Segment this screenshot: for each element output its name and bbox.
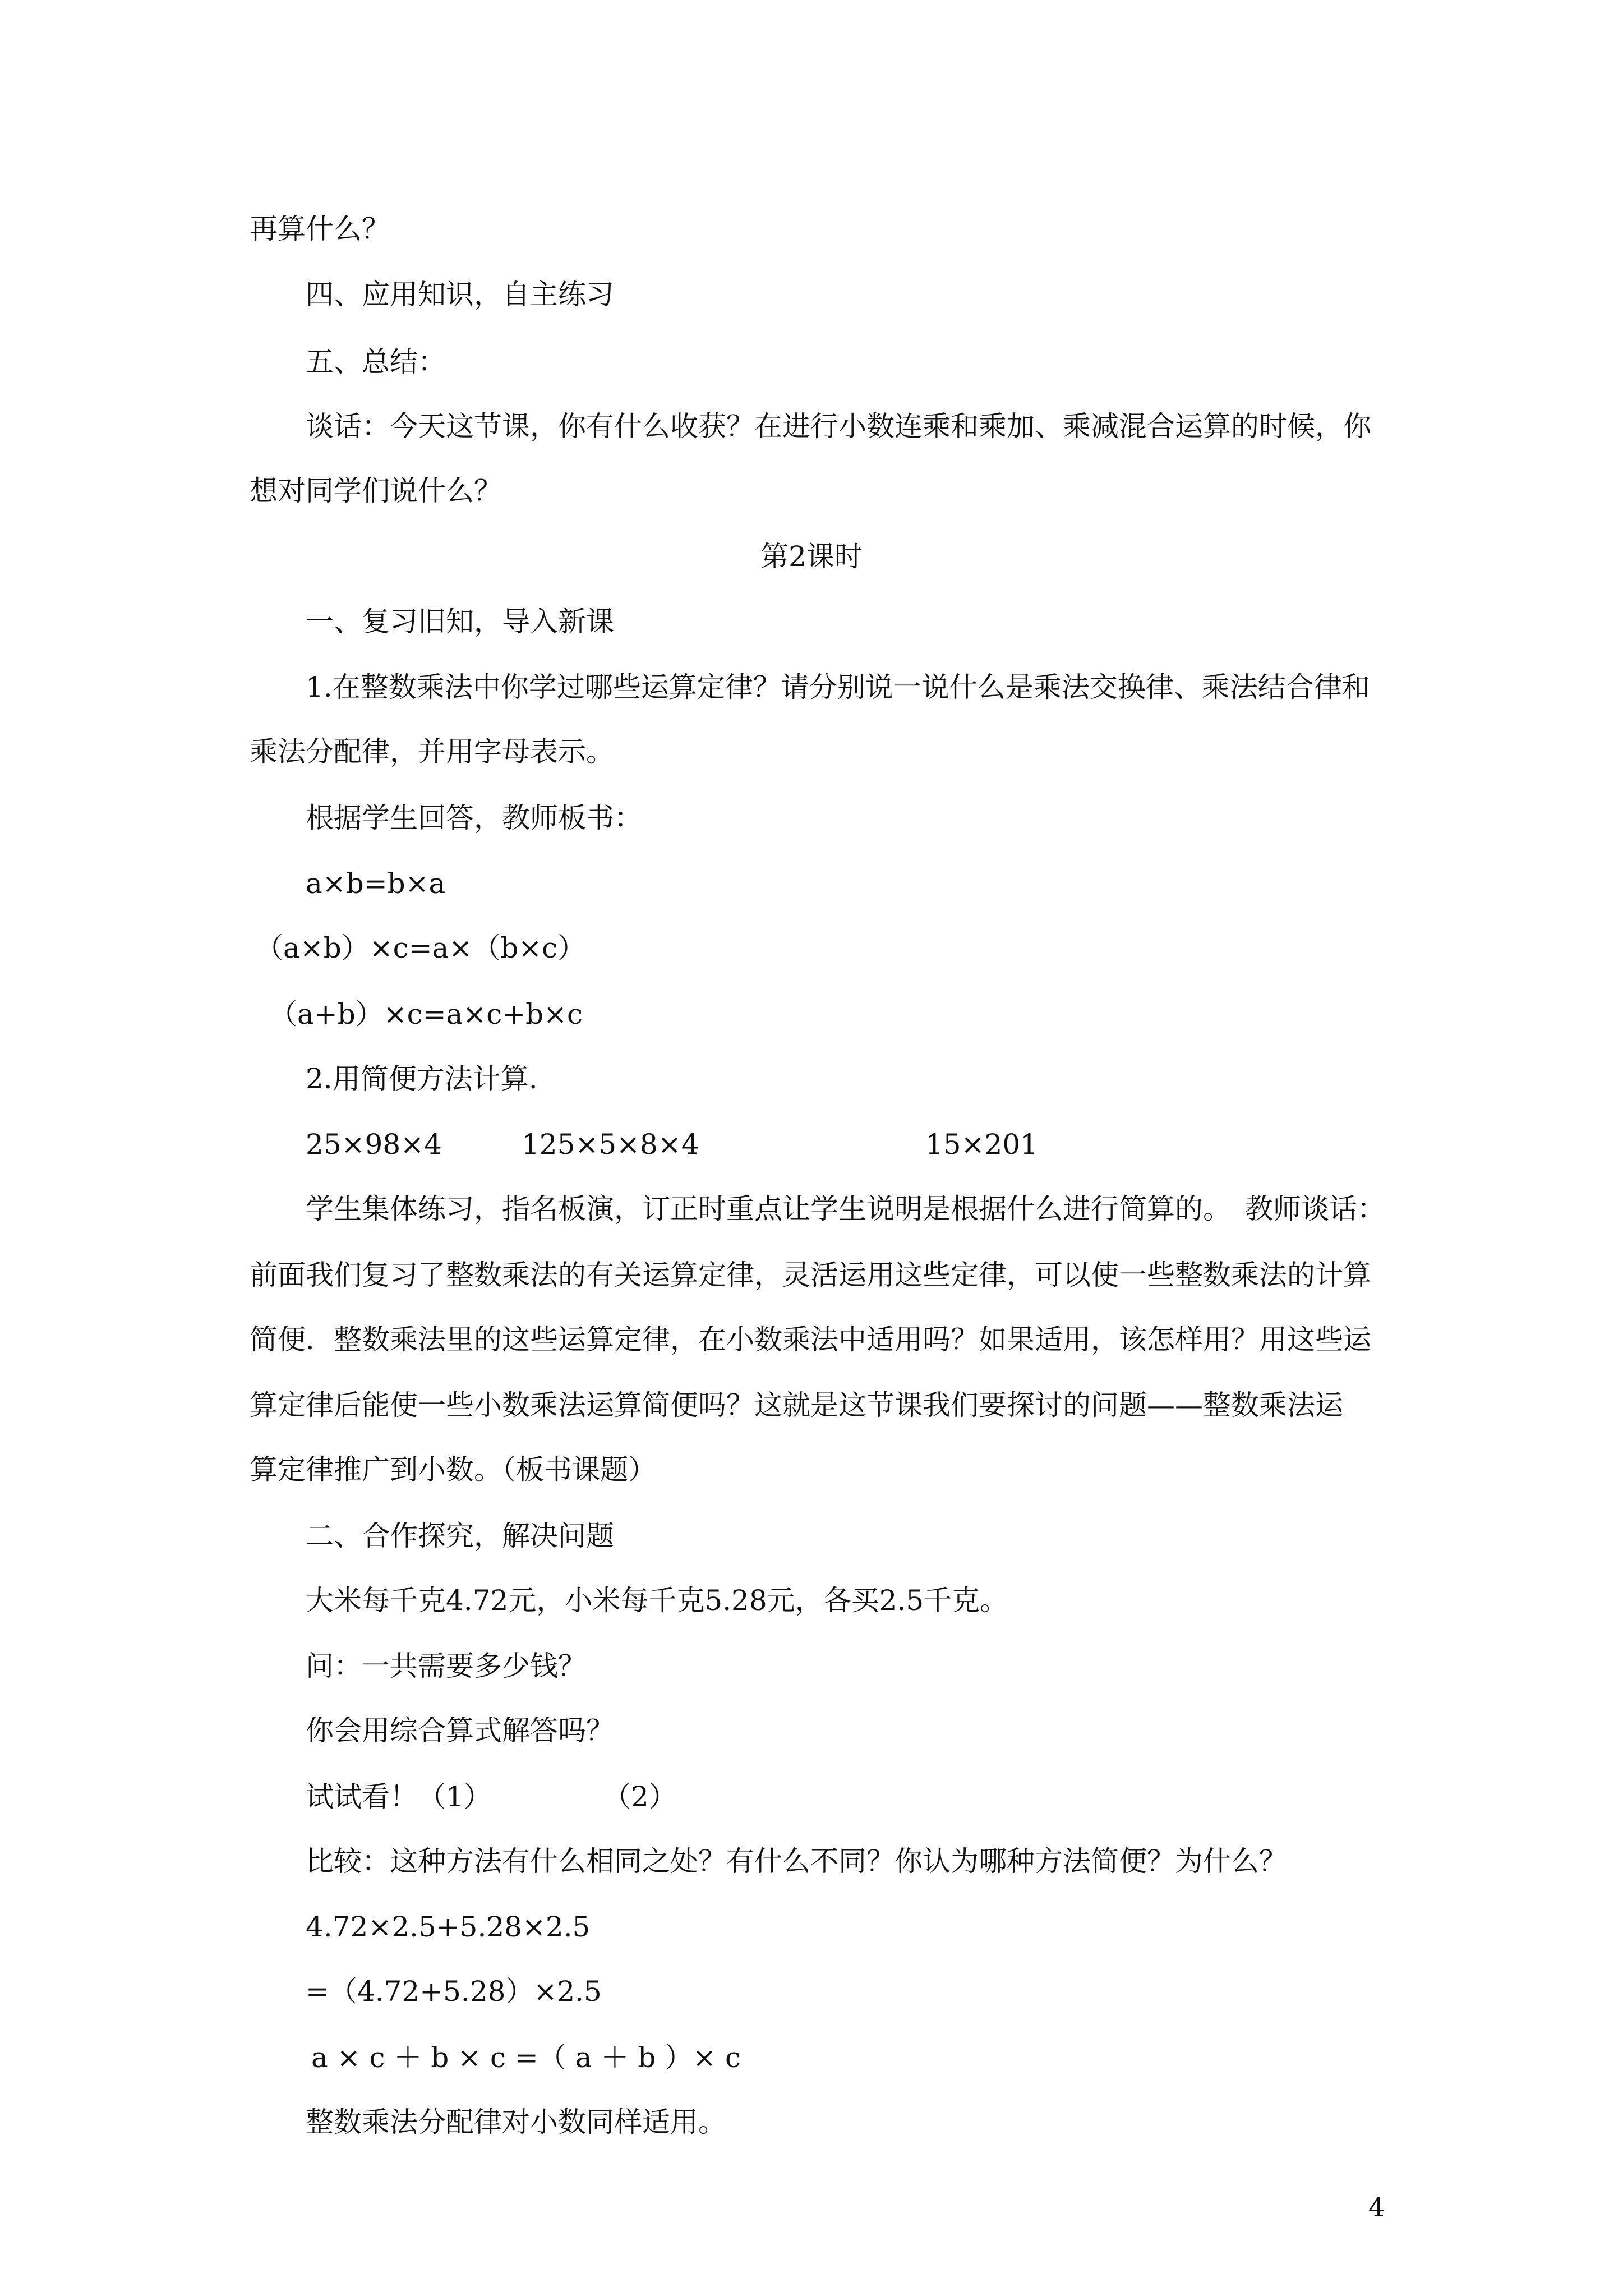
formula-line: =（4.72+5.28）×2.5	[306, 1975, 602, 2008]
text-line: 整数乘法分配律对小数同样适用。	[306, 2106, 726, 2138]
section-heading: 四、应用知识，自主练习	[306, 278, 614, 311]
exercise-item: 25×98×4	[306, 1128, 442, 1161]
text-line: 算定律后能使一些小数乘法运算简便吗？这就是这节课我们要探讨的问题——整数乘法运	[250, 1389, 1343, 1421]
text-line: 算定律推广到小数。（板书课题）	[250, 1453, 656, 1486]
text-line: 前面我们复习了整数乘法的有关运算定律，灵活运用这些定律，可以使一些整数乘法的计算	[250, 1259, 1371, 1291]
formula-line: a × c ＋ b × c =（ a ＋ b ）× c	[311, 2041, 741, 2074]
formula-line: 4.72×2.5+5.28×2.5	[306, 1911, 591, 1943]
text-line: （2）	[603, 1780, 677, 1813]
exercise-item: 15×201	[925, 1128, 1038, 1161]
formula-line: （a+b）×c=a×c+b×c	[269, 998, 583, 1030]
text-line: 问：一共需要多少钱？	[306, 1650, 586, 1682]
text-line: 比较：这种方法有什么相同之处？有什么不同？你认为哪种方法简便？为什么？	[306, 1845, 1287, 1878]
text-line: 试试看！（1）	[306, 1780, 492, 1813]
text-line: 1.在整数乘法中你学过哪些运算定律？请分别说一说什么是乘法交换律、乘法结合律和	[306, 671, 1370, 703]
text-line: 乘法分配律，并用字母表示。	[250, 735, 614, 768]
text-line: 再算什么？	[250, 213, 390, 245]
text-line: 学生集体练习，指名板演，订正时重点让学生说明是根据什么进行简算的。 教师谈话：	[306, 1193, 1385, 1225]
formula-line: a×b=b×a	[306, 867, 446, 900]
text-line: 你会用综合算式解答吗？	[306, 1714, 614, 1747]
text-line: 简便．整数乘法里的这些运算定律，在小数乘法中适用吗？如果适用，该怎样用？用这些运	[250, 1323, 1371, 1356]
text-line: 2.用简便方法计算.	[306, 1062, 538, 1095]
lesson-title: 第2课时	[760, 540, 863, 573]
text-line: 想对同学们说什么？	[250, 475, 502, 507]
section-heading: 一、复习旧知，导入新课	[306, 605, 614, 638]
text-line: 谈话：今天这节课，你有什么收获？在进行小数连乘和乘加、乘减混合运算的时候，你	[306, 410, 1371, 443]
formula-line: （a×b）×c=a×（b×c）	[255, 932, 586, 964]
text-line: 大米每千克4.72元，小米每千克5.28元，各买2.5千克。	[306, 1584, 1008, 1617]
exercise-item: 125×5×8×4	[522, 1128, 699, 1161]
section-heading: 五、总结：	[306, 346, 446, 378]
section-heading: 二、合作探究，解决问题	[306, 1520, 614, 1552]
text-line: 根据学生回答，教师板书：	[306, 802, 642, 834]
page-number: 4	[1368, 2192, 1385, 2223]
